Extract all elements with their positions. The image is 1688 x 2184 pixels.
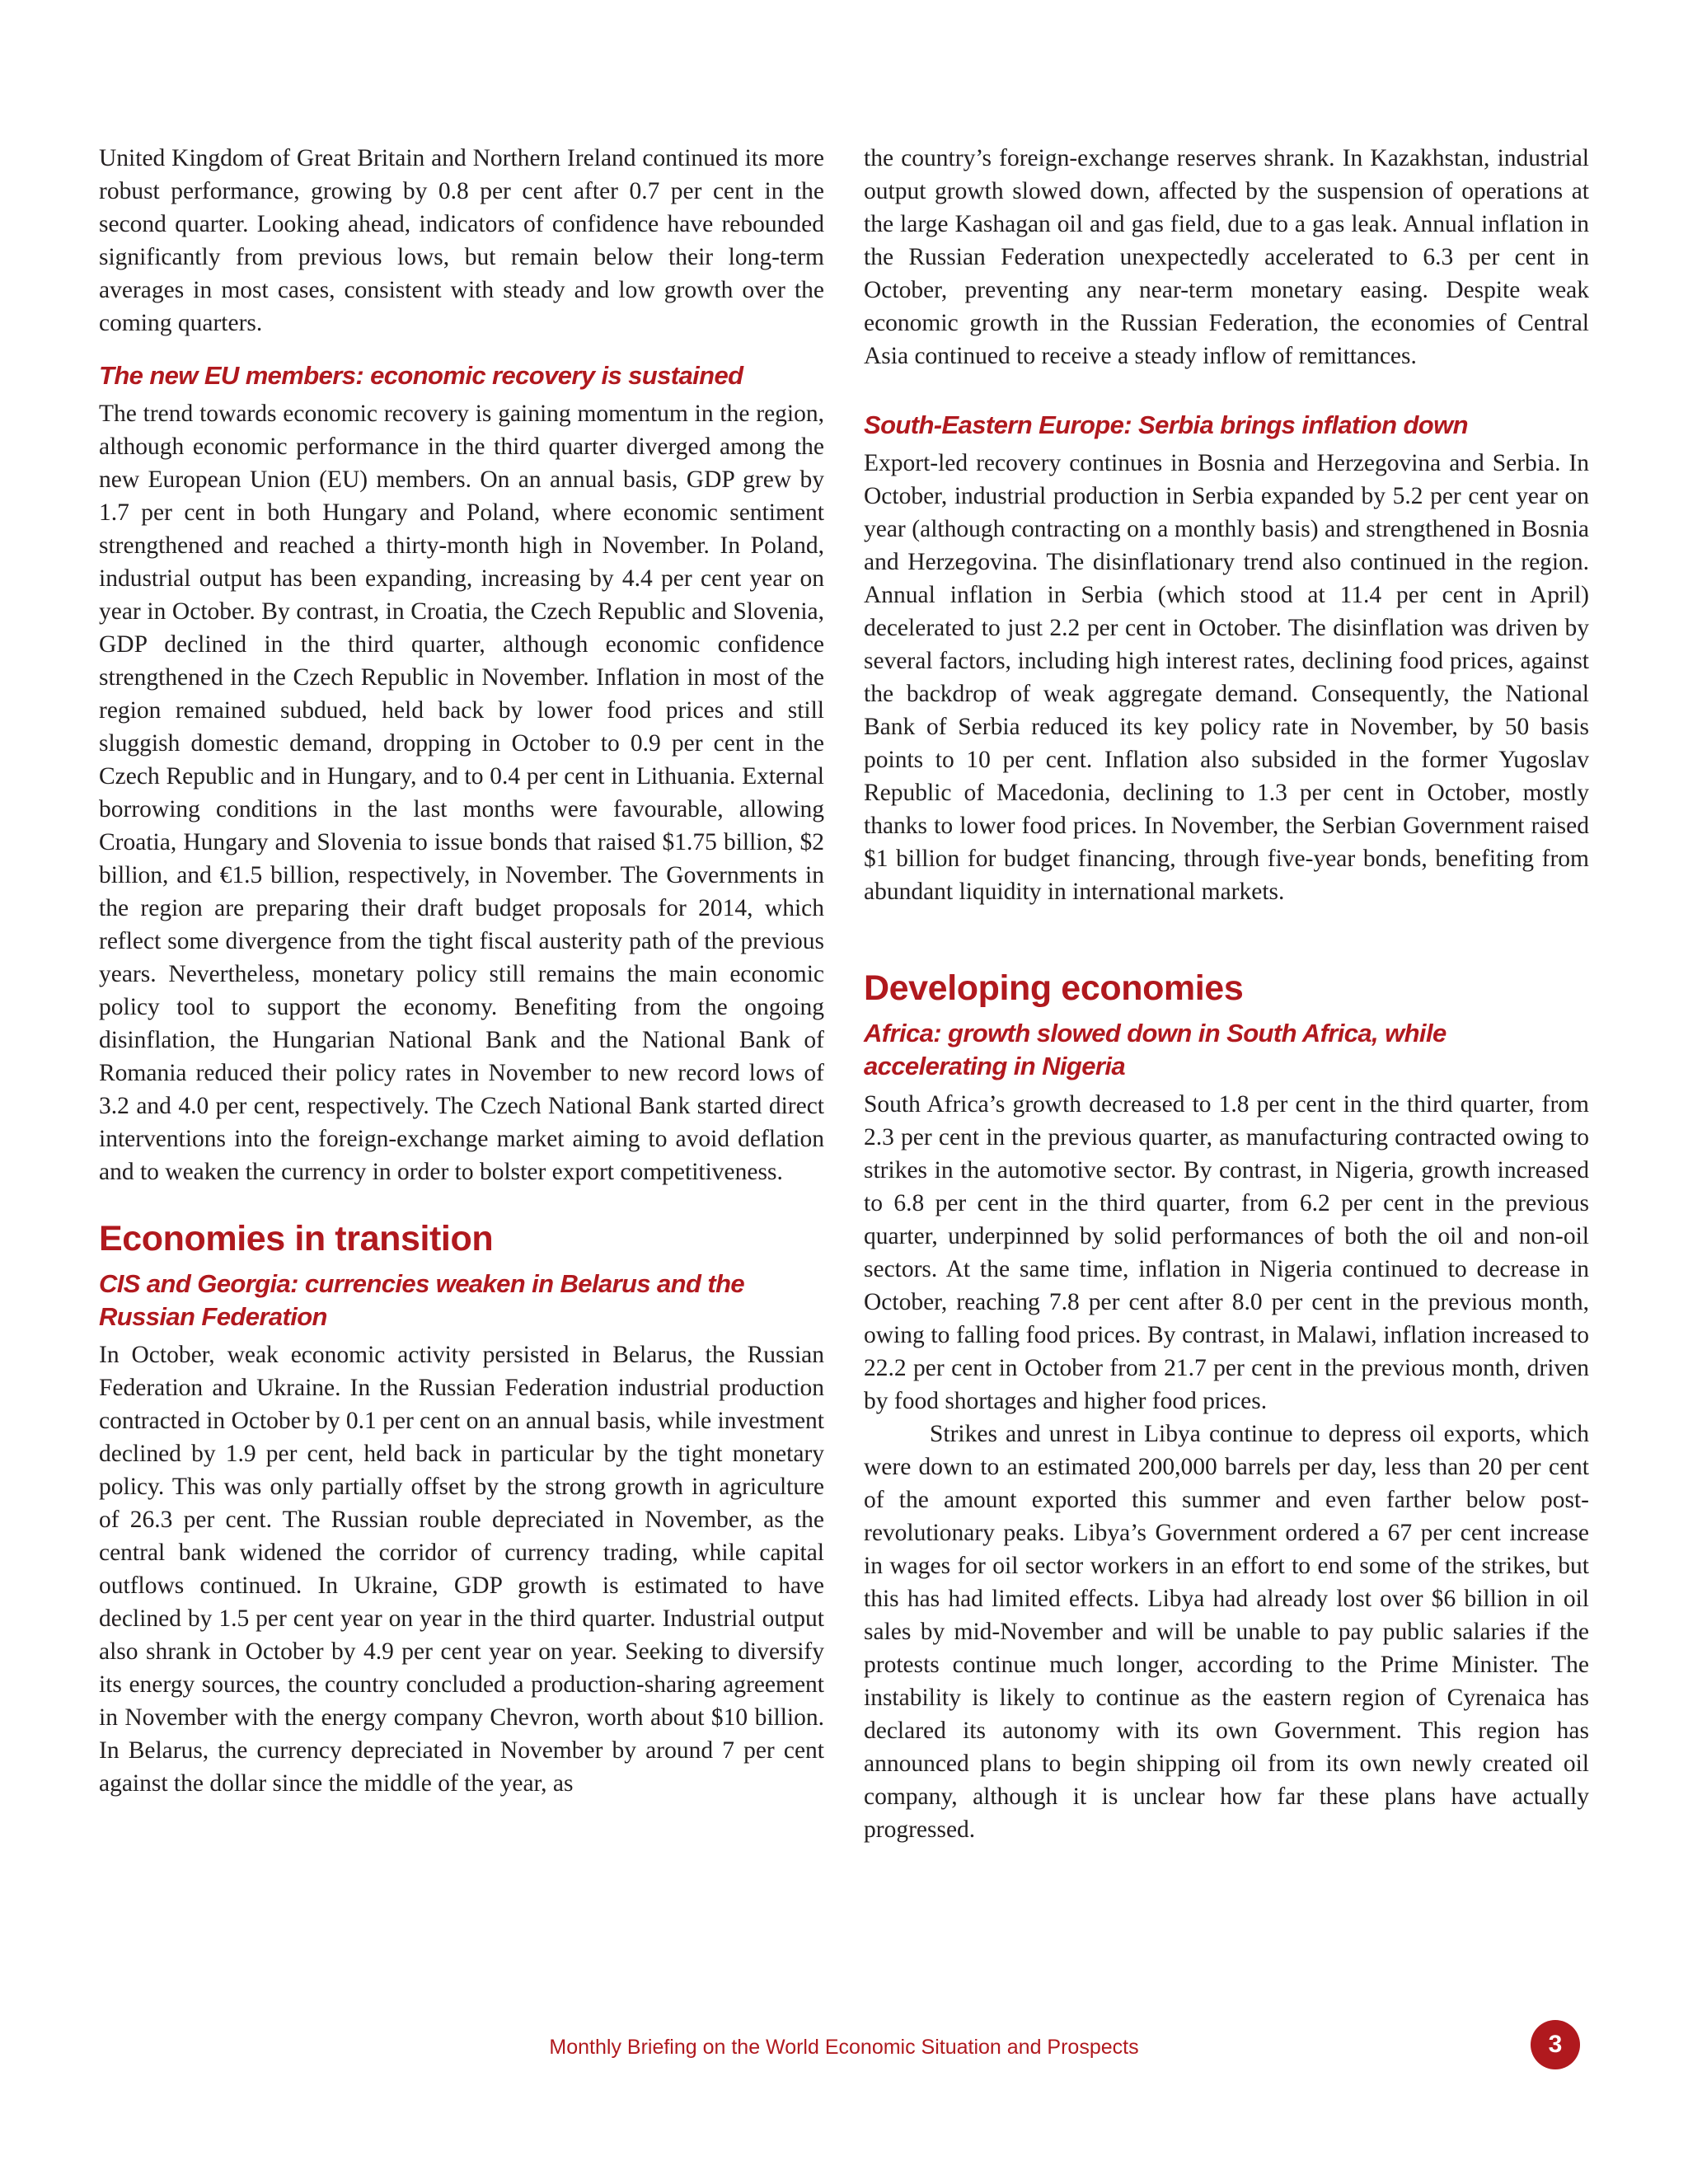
south-eastern-europe-heading: South-Eastern Europe: Serbia brings inflation down (864, 410, 1468, 439)
cis-georgia-heading: CIS and Georgia: currencies weaken in Belarus and the Russian Federation (99, 1269, 745, 1331)
cis-paragraph: In October, weak economic activity persisted in Belarus, the Russian Federation and Ukraine. In the Russian Federation industrial production contracted in October by 0.1 per cent on an annual basis, while investment declined by 1.9 per cent, held back in particular by the tight monetary policy. This was only partially offset by the strong growth in agriculture of 26.3 per cent. The Russian rouble depreciated in November, as the central bank widened the corridor of currency trading, while capital outflows continued. In Ukraine, GDP growth is estimated to have declined by 1.5 per cent year on year in the third quarter. Industrial output also shrank in October by 4.9 per cent year on year. Seeking to diversify its energy sources, the country concluded a production-sharing agreement in November with the energy company Chevron, worth about $10 billion. In Belarus, the currency depreciated in November by around 7 per cent against the dollar since the middle of the year, as (99, 1342, 824, 1797)
footer-publication-title: Monthly Briefing on the World Economic Situation and Prospects (549, 2036, 1139, 2059)
intro-paragraph: United Kingdom of Great Britain and Northern Ireland continued its more robust performance, growing by 0.8 per cent after 0.7 per cent in the second quarter. Looking ahead, indicators of confidence have rebounded significantly from previous lows, but remain below their long-term averages in most cases, consistent with steady and low growth over the coming quarters. (99, 145, 824, 336)
right-column (864, 142, 1589, 1846)
eu-members-heading: The new EU members: economic recovery is sustained (99, 361, 743, 390)
south-eastern-europe-paragraph: Export-led recovery continues in Bosnia and Herzegovina and Serbia. In October, industrial production in Serbia expanded by 5.2 per cent year on year (although contracting on a monthly basis) and strengthened in Bosnia and Herzegovina. The disinflationary trend also continued in the region. Annual inflation in Serbia (which stood at 11.4 per cent in April) decelerated to just 2.2 per cent in October. The disinflation was driven by several factors, including high interest rates, declining food prices, against the backdrop of weak aggregate demand. Consequently, the National Bank of Serbia reduced its key policy rate in November, by 50 basis points to 10 per cent. Inflation also subsided in the former Yugoslav Republic of Macedonia, declining to 1.3 per cent in October, mostly thanks to lower food prices. In November, the Serbian Government raised $1 billion for budget financing, through five-year bonds, benefiting from abundant liquidity in international markets. (864, 450, 1589, 905)
africa-paragraph: South Africa’s growth decreased to 1.8 per cent in the third quarter, from 2.3 per cent in the previous quarter, as manufacturing contracted owing to strikes in the automotive sector. By contrast, in Nigeria, growth increased to 6.8 per cent in the third quarter, from 6.2 per cent in the previous quarter, underpinned by solid performances of both the oil and non-oil sectors. At the same time, inflation in Nigeria continued to decrease in October, reaching 7.8 per cent after 8.0 per cent in the previous month, owing to falling food prices. By contrast, in Malawi, inflation increased to 22.2 per cent in October from 21.7 per cent in the previous month, driven by food shortages and higher food prices. (864, 1091, 1589, 1414)
libya-paragraph: Strikes and unrest in Libya continue to depress oil exports, which were down to an estimated 200,000 barrels per day, less than 20 per cent of the amount exported this summer and even farther below post-revolutionary peaks. Libya’s Government ordered a 67 per cent increase in wages for oil sector workers in an effort to end some of the strikes, but this has had limited effects. Libya had already lost over $6 billion in oil sales by mid-November and will be unable to pay public salaries if the protests continue much longer, according to the Prime Minister. The instability is likely to continue as the eastern region of Cyrenaica has declared its autonomy with its own Government. This region has announced plans to begin shipping oil from its own newly created oil company, although it is unclear how far these plans have actually progressed. (864, 1421, 1589, 1843)
page-number-badge: 3 (1531, 2020, 1580, 2069)
africa-heading: Africa: growth slowed down in South Africa, while accelerating in Nigeria (864, 1019, 1447, 1080)
eu-members-paragraph: The trend towards economic recovery is gaining momentum in the region, although economic performance in the third quarter diverged among the new European Union (EU) members. On an annual basis, GDP grew by 1.7 per cent in both Hungary and Poland, where economic sentiment strengthened and reached a thirty-month high in November. In Poland, industrial output has been expanding, increasing by 4.4 per cent year on year in October. By contrast, in Croatia, the Czech Republic and Slovenia, GDP declined in the third quarter, although economic confidence strengthened in the Czech Republic in November. Inflation in most of the region remained subdued, held back by lower food prices and still sluggish domestic demand, dropping in October to 0.9 per cent in the Czech Republic and in Hungary, and to 0.4 per cent in Lithuania. External borrowing conditions in the last months were favourable, allowing Croatia, Hungary and Slovenia to issue bonds that raised $1.75 billion, $2 billion, and €1.5 billion, respectively, in November. The Governments in the region are preparing their draft budget proposals for 2014, which reflect some divergence from the tight fiscal austerity path of the previous years. Nevertheless, monetary policy still remains the main economic policy tool to support the economy. Benefiting from the ongoing disinflation, the Hungarian National Bank and the National Bank of Romania reduced their policy rates in November to new record lows of 3.2 and 4.0 per cent, respectively. The Czech National Bank started direct interventions into the foreign-exchange market aiming to avoid deflation and to weaken the currency in order to bolster export competitiveness. (99, 401, 824, 1185)
developing-economies-heading: Developing economies (864, 968, 1244, 1008)
cis-paragraph-continued: the country’s foreign-exchange reserves shrank. In Kazakhstan, industrial output growth slowed down, affected by the suspension of operations at the large Kashagan oil and gas field, due to a gas leak. Annual inflation in the Russian Federation unexpectedly accelerated to 6.3 per cent in October, preventing any near-term monetary easing. Despite weak economic growth in the Russian Federation, the economies of Central Asia continued to receive a steady inflow of remittances. (864, 145, 1589, 369)
economies-in-transition-heading: Economies in transition (99, 1219, 494, 1258)
left-column (99, 142, 824, 1800)
